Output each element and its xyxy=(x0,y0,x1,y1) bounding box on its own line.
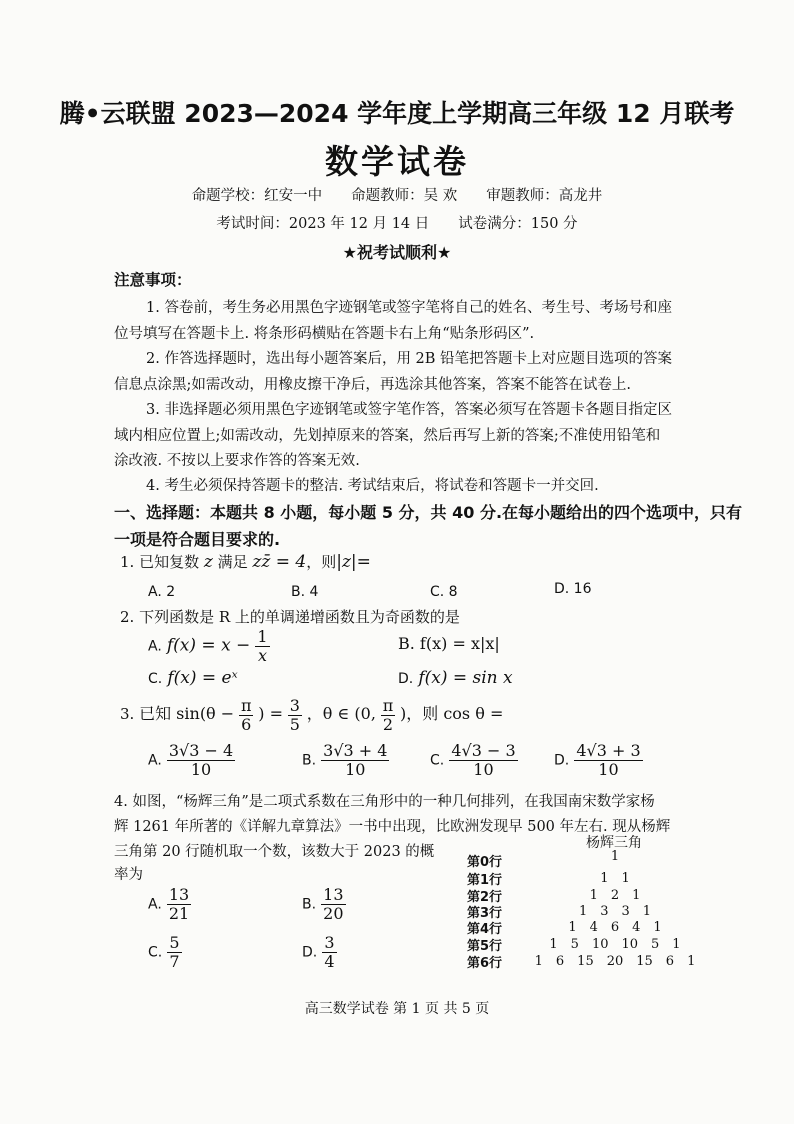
question-number: 3. xyxy=(120,705,135,724)
fraction xyxy=(255,628,269,664)
question-text: 已知复数 xyxy=(139,553,200,571)
option-label: C. xyxy=(148,671,163,687)
fraction xyxy=(574,742,642,778)
q2-option-b: B. f(x) = x|x| xyxy=(398,634,500,653)
section-heading-cont: 一项是符合题目要求的. xyxy=(114,530,281,549)
math-expr: |z|= xyxy=(336,552,371,572)
exam-time-info: 考试时间：2023 年 12 月 14 日 试卷满分：150 分 xyxy=(216,216,578,232)
fraction xyxy=(288,697,302,733)
note-line: 1. 答卷前，考生务必用黑色字迹钢笔或签字笔将自己的姓名、考生号、考场号和座 xyxy=(146,300,672,316)
q4-option-c xyxy=(148,934,182,970)
denominator: 21 xyxy=(168,903,190,923)
denominator: 2 xyxy=(382,714,394,734)
numerator: 1 xyxy=(257,627,268,646)
math-var: z xyxy=(203,552,213,572)
option-label: C. xyxy=(430,752,445,769)
fraction xyxy=(381,697,396,733)
note-line: 域内相应位置上;如需改动，先划掉原来的答案，然后再写上新的答案;不准使用铅笔和 xyxy=(114,428,661,444)
denominator: 5 xyxy=(289,714,300,734)
note-line: 2. 作答选择题时，选出每小题答案后，用 2B 铅笔把答题卡上对应题目选项的答案 xyxy=(146,351,673,367)
option-label: D. xyxy=(302,944,318,961)
fraction xyxy=(321,886,345,922)
note-line: 3. 非选择题必须用黑色字迹钢笔或签字笔作答，答案必须写在答题卡各题目指定区 xyxy=(146,402,672,418)
question-4-cont: 三角第 20 行随机取一个数，该数大于 2023 的概 xyxy=(114,844,435,860)
option-label: A. xyxy=(148,896,162,913)
numerator: 4√3 + 3 xyxy=(576,741,641,760)
math-expr: )，则 cos θ = xyxy=(400,704,504,724)
q4-option-a xyxy=(148,886,191,922)
math-expr: ，θ ∈ (0, xyxy=(306,704,376,724)
triangle-row-values: 1 xyxy=(610,849,620,864)
q2-option-d xyxy=(398,668,513,688)
math-expr: 已知 sin(θ − xyxy=(139,704,235,724)
triangle-row-label: 第1行 xyxy=(467,873,503,888)
notes-title: 注意事项： xyxy=(114,271,192,289)
numerator: 4√3 − 3 xyxy=(451,741,516,760)
note-line: 位号填写在答题卡上. 将条形码横贴在答题卡右上角“贴条形码区”. xyxy=(114,326,535,342)
q4-option-d xyxy=(302,934,337,970)
question-number: 1. xyxy=(120,553,135,571)
numerator: 13 xyxy=(323,885,344,904)
q2-option-c xyxy=(148,668,238,688)
q4-option-b xyxy=(302,886,346,922)
denominator: x xyxy=(257,645,268,665)
math-expr: zz̄ = 4 xyxy=(252,552,307,572)
q3-option-b xyxy=(302,742,389,778)
numerator: π xyxy=(240,696,252,715)
numerator: 3√3 + 4 xyxy=(323,741,388,760)
triangle-row-values: 1 4 6 4 1 xyxy=(568,920,662,935)
denominator: 20 xyxy=(323,903,344,923)
school-info: 命题学校：红安一中 命题教师：吴 欢 审题教师：高龙井 xyxy=(191,188,603,204)
q3-option-c xyxy=(430,742,518,778)
question-2 xyxy=(120,606,460,627)
denominator: 4 xyxy=(324,951,335,971)
question-4-cont: 辉 1261 年所著的《详解九章算法》一书中出现，比欧洲发现早 500 年左右. 现从杨辉 xyxy=(114,819,671,835)
triangle-row-values: 1 3 3 1 xyxy=(578,904,652,919)
option-label: B. xyxy=(302,896,317,913)
denominator: 7 xyxy=(169,951,180,971)
fraction xyxy=(322,934,336,970)
question-text: 下列函数是 R 上的单调递增函数且为奇函数的是 xyxy=(139,608,460,626)
fraction xyxy=(167,742,235,778)
note-line: 信息点涂黑;如需改动，用橡皮擦干净后，再选涂其他答案，答案不能答在试卷上. xyxy=(114,377,631,393)
math-expr: f(x) = eˣ xyxy=(167,668,238,688)
option-label: C. xyxy=(148,944,163,961)
math-expr: f(x) = sin x xyxy=(418,668,513,688)
q2-option-a xyxy=(148,628,270,664)
denominator: 6 xyxy=(241,714,252,734)
triangle-title: 杨辉三角 xyxy=(586,835,642,851)
note-line: 涂改液. 不按以上要求作答的答案无效. xyxy=(114,453,360,469)
numerator: 3√3 − 4 xyxy=(168,741,234,760)
question-1 xyxy=(120,551,371,572)
q1-option-d: D. 16 xyxy=(554,581,592,597)
fraction xyxy=(167,934,181,970)
numerator: 5 xyxy=(169,933,180,952)
q3-option-a xyxy=(148,742,235,778)
math-expr: ) = xyxy=(258,704,283,724)
math-expr: f(x) = x − xyxy=(166,635,251,656)
note-line: 4. 考生必须保持答题卡的整洁. 考试结束后，将试卷和答题卡一并交回. xyxy=(146,478,599,494)
subject-title: 数学试卷 xyxy=(325,142,469,181)
triangle-row-values: 1 2 1 xyxy=(589,888,641,903)
fraction xyxy=(239,697,254,733)
question-4: 4. 如图，“杨辉三角”是二项式系数在三角形中的一种几何排列，在我国南宋数学家杨 xyxy=(114,794,655,810)
section-heading: 一、选择题：本题共 8 小题，每小题 5 分，共 40 分.在每小题给出的四个选项中，只有 xyxy=(114,503,743,522)
triangle-row-label: 第5行 xyxy=(467,939,503,954)
question-3 xyxy=(120,697,503,733)
option-label: D. xyxy=(398,671,414,687)
page-footer: 高三数学试卷 第 1 页 共 5 页 xyxy=(304,1001,490,1017)
numerator: 3 xyxy=(289,696,300,715)
question-text: 满足 xyxy=(217,553,248,571)
question-4-cont: 率为 xyxy=(114,867,143,883)
q1-option-c: C. 8 xyxy=(430,584,458,600)
option-label: A. xyxy=(148,752,162,769)
triangle-row-label: 第6行 xyxy=(467,956,503,971)
fraction xyxy=(321,742,389,778)
question-number: 2. xyxy=(120,608,135,626)
triangle-row-label: 第2行 xyxy=(467,890,503,905)
numerator: 3 xyxy=(324,933,335,952)
triangle-row-label: 第0行 xyxy=(467,855,503,870)
q3-option-d xyxy=(554,742,643,778)
good-luck-banner: ★祝考试顺利★ xyxy=(342,243,452,262)
triangle-row-values: 1 6 15 20 15 6 1 xyxy=(534,954,696,969)
option-label: A. xyxy=(148,638,162,655)
numerator: π xyxy=(382,696,394,715)
exam-title: 腾•云联盟 2023—2024 学年度上学期高三年级 12 月联考 xyxy=(59,99,735,128)
denominator: 10 xyxy=(598,759,619,779)
triangle-row-values: 1 1 xyxy=(600,871,630,886)
triangle-row-label: 第4行 xyxy=(467,922,503,937)
question-text: ，则 xyxy=(306,553,337,571)
denominator: 10 xyxy=(190,759,212,779)
fraction xyxy=(167,886,191,922)
q1-option-b: B. 4 xyxy=(291,584,319,600)
denominator: 10 xyxy=(473,759,494,779)
triangle-row-label: 第3行 xyxy=(467,906,503,921)
option-label: D. xyxy=(554,752,570,769)
option-label: B. xyxy=(302,752,317,769)
denominator: 10 xyxy=(345,759,366,779)
fraction xyxy=(449,742,517,778)
triangle-row-values: 1 5 10 10 5 1 xyxy=(549,937,681,952)
q1-option-a: A. 2 xyxy=(148,584,176,600)
numerator: 13 xyxy=(168,885,190,904)
